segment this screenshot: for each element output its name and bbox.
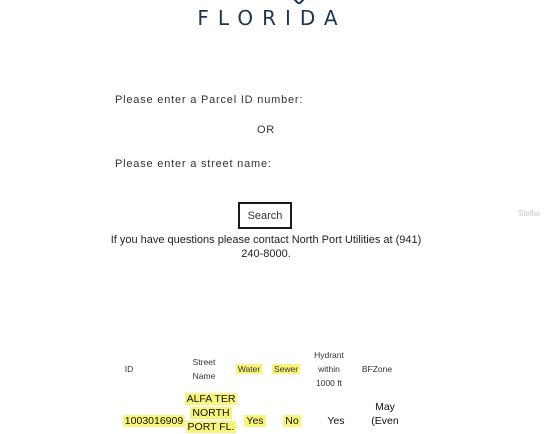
search-button[interactable]: Search xyxy=(238,202,292,229)
col-header-street-line-2: Name xyxy=(192,371,216,381)
or-separator: OR xyxy=(256,124,276,136)
col-header-hydrant-line-3: 1000 ft xyxy=(316,378,342,388)
cell-bfzone xyxy=(364,400,406,428)
cell-water xyxy=(240,414,270,428)
cell-bfzone-line-2: (Even xyxy=(371,415,399,427)
contact-line-1: If you have questions please contact North Port Utilities at (941) xyxy=(110,234,422,246)
col-header-hydrant-line-2: within xyxy=(318,364,340,374)
contact-info xyxy=(110,233,422,261)
cell-street-name xyxy=(182,392,240,434)
col-header-id: ID xyxy=(124,364,134,374)
cell-water-text: Yes xyxy=(246,415,264,427)
cell-id-text: 1003016909 xyxy=(124,415,184,427)
contact-line-2: 240-8000. xyxy=(241,248,291,260)
col-header-bfzone: BFZone xyxy=(361,364,393,374)
cell-street-line-2: NORTH xyxy=(192,407,230,419)
col-header-hydrant-line-1: Hydrant xyxy=(314,350,344,360)
col-header-water-text: Water xyxy=(237,364,261,374)
col-header-sewer xyxy=(271,362,301,376)
cell-bfzone-line-1: May xyxy=(375,401,395,413)
cell-sewer xyxy=(278,414,306,428)
col-header-street-line-1: Street xyxy=(192,357,216,367)
logo-mark-icon xyxy=(292,0,306,4)
watermark: Stellar xyxy=(518,209,541,218)
cell-street-line-1: ALFA TER xyxy=(186,393,236,405)
col-header-hydrant xyxy=(310,348,348,390)
street-name-label: Please enter a street name: xyxy=(115,158,272,170)
col-header-street-name xyxy=(186,355,222,383)
logo-text: FLORIDA xyxy=(197,6,347,30)
cell-sewer-text: No xyxy=(285,415,299,427)
cell-id xyxy=(120,414,188,428)
parcel-id-label: Please enter a Parcel ID number: xyxy=(115,94,304,106)
cell-hydrant: Yes xyxy=(327,415,345,427)
col-header-water xyxy=(234,362,264,376)
col-header-sewer-text: Sewer xyxy=(273,364,299,374)
cell-street-line-3: PORT FL. xyxy=(187,421,235,433)
